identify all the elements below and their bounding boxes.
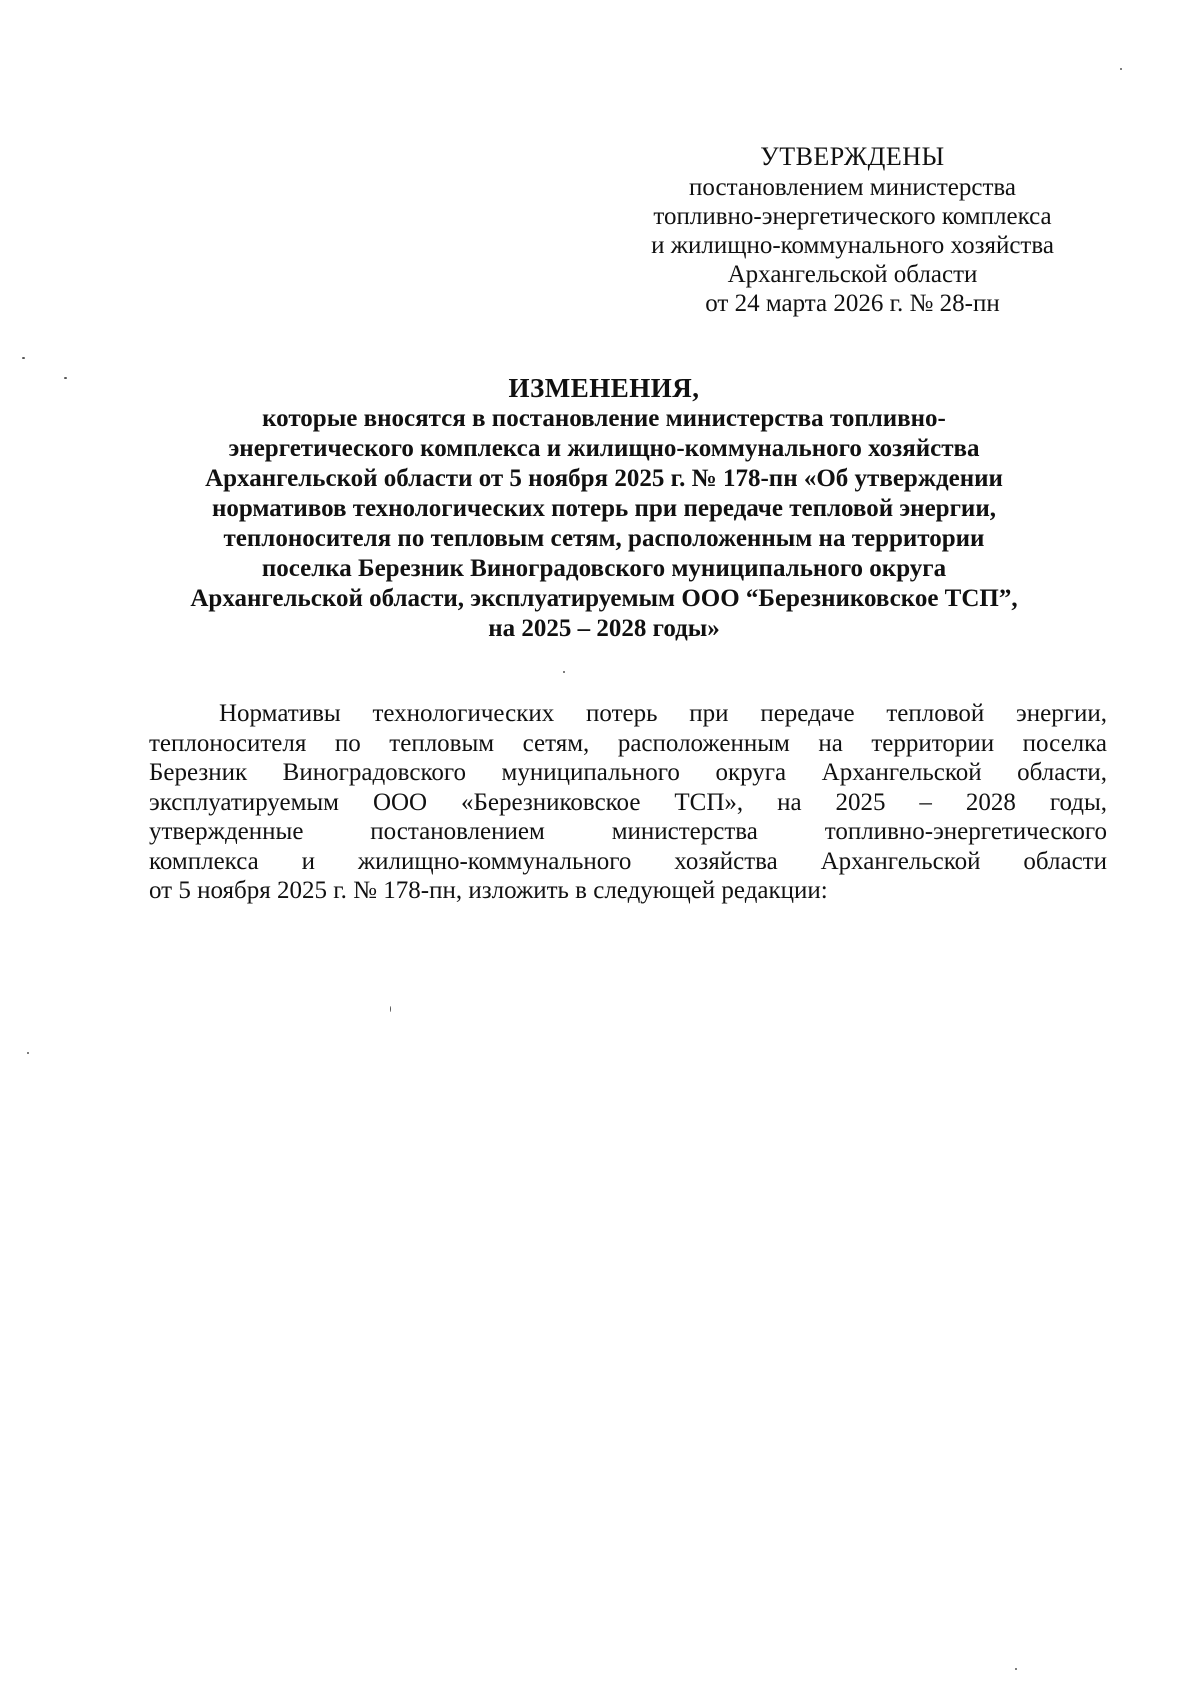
body-line: эксплуатируемым ООО «Березниковское ТСП», на 2025 – 2028 годы, [149,788,1107,816]
approval-line: Архангельской области [727,261,978,288]
scan-speck [27,1052,29,1054]
scan-speck [64,377,67,379]
changes-subtitle-line: Архангельской области, эксплуатируемым ООО “Березниковское ТСП”, [190,585,1018,612]
body-line: от 5 ноября 2025 г. № 178-пн, изложить в следующей редакции: [149,877,828,904]
changes-subtitle-line: поселка Березник Виноградовского муниципального округа [261,555,947,582]
changes-subtitle-line: Архангельской области от 5 ноября 2025 г. № 178-пн «Об утверждении [205,465,1003,492]
approval-block [630,142,1075,318]
scan-speck [563,671,565,673]
changes-subtitle-line: нормативов технологических потерь при передаче тепловой энергии, [211,495,996,522]
changes-subtitle-line: на 2025 – 2028 годы» [488,615,720,642]
changes-heading [140,372,1068,644]
body-line: комплекса и жилищно-коммунального хозяйства Архангельской области [149,847,1107,875]
body-line: Березник Виноградовского муниципального округа Архангельской области, [149,759,1107,786]
body-line: утвержденные постановлением министерства топливно-энергетического [149,818,1107,845]
scan-speck [390,1006,391,1012]
body-line: теплоносителя по тепловым сетям, расположенным на территории поселка [149,729,1107,757]
scan-speck [1120,68,1122,70]
scan-speck [1015,1668,1017,1670]
approval-date-line: от 24 марта 2026 г. № 28-пн [705,290,1000,317]
approval-line: и жилищно-коммунального хозяйства [651,232,1054,259]
body-line: Нормативы технологических потерь при передаче тепловой энергии, [219,700,1107,727]
scan-speck [22,357,25,359]
approval-line: топливно-энергетического комплекса [653,203,1052,230]
approval-heading: УТВЕРЖДЕНЫ [760,142,945,171]
changes-title: ИЗМЕНЕНИЯ, [508,373,700,403]
changes-subtitle-line: которые вносятся в постановление министерства топливно- [262,405,946,432]
body-paragraph [149,699,1107,906]
changes-subtitle-line: теплоносителя по тепловым сетям, расположенным на территории [223,525,985,552]
changes-subtitle-line: энергетического комплекса и жилищно-коммунального хозяйства [228,435,980,462]
approval-line: постановлением министерства [689,174,1016,201]
